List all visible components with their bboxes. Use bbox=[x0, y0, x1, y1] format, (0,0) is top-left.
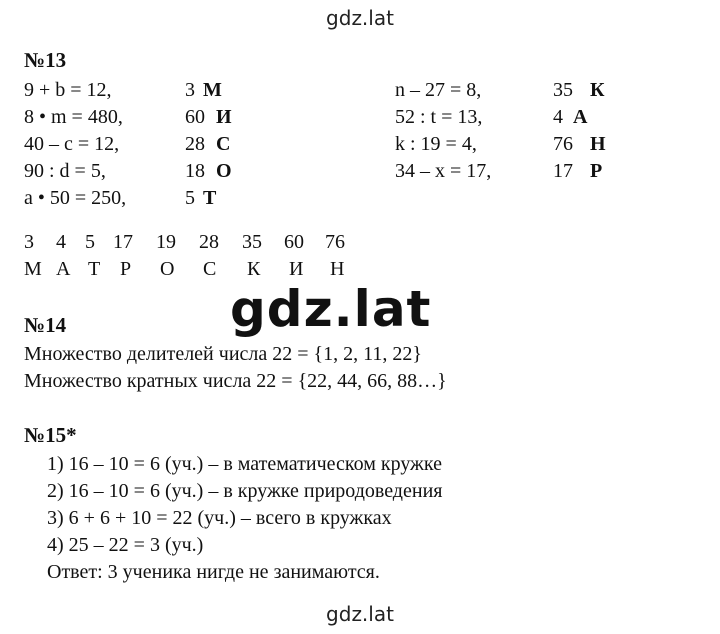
solution-step: 1) 16 – 10 = 6 (уч.) – в математическом кружке bbox=[47, 453, 442, 475]
answer-letter: А bbox=[573, 106, 588, 128]
sequence-number: 60 bbox=[284, 231, 304, 253]
answer-letter: Н bbox=[590, 133, 606, 155]
equation: k : 19 = 4, bbox=[395, 133, 477, 155]
answer-letter: Т bbox=[203, 187, 217, 209]
watermark-bottom: gdz.lat bbox=[326, 602, 394, 626]
sequence-letter: Н bbox=[330, 258, 345, 280]
sequence-number: 3 bbox=[24, 231, 34, 253]
answer-letter: И bbox=[216, 106, 232, 128]
sequence-number: 17 bbox=[113, 231, 133, 253]
answer-number: 60 bbox=[185, 106, 205, 128]
answer-number: 4 bbox=[553, 106, 563, 128]
answer-number: 17 bbox=[553, 160, 573, 182]
answer-number: 3 bbox=[185, 79, 195, 101]
equation: 8 • m = 480, bbox=[24, 106, 123, 128]
sequence-number: 35 bbox=[242, 231, 262, 253]
equation: a • 50 = 250, bbox=[24, 187, 127, 209]
sequence-letter: Т bbox=[88, 258, 101, 280]
equation: 52 : t = 13, bbox=[395, 106, 483, 128]
sequence-number: 76 bbox=[325, 231, 345, 253]
watermark-middle: gdz.lat bbox=[230, 280, 432, 338]
sequence-letter: Р bbox=[120, 258, 132, 280]
sequence-letter: К bbox=[247, 258, 261, 280]
multiples-line: Множество кратных числа 22 = {22, 44, 66, 88…} bbox=[24, 370, 447, 392]
sequence-number: 4 bbox=[56, 231, 66, 253]
answer-letter: О bbox=[216, 160, 232, 182]
sequence-letter: М bbox=[24, 258, 42, 280]
divisors-line: Множество делителей числа 22 = {1, 2, 11, 22} bbox=[24, 343, 422, 365]
solution-step: 4) 25 – 22 = 3 (уч.) bbox=[47, 534, 204, 556]
equation: n – 27 = 8, bbox=[395, 79, 482, 101]
sequence-letter: С bbox=[203, 258, 217, 280]
answer-letter: Р bbox=[590, 160, 603, 182]
solution-step: 2) 16 – 10 = 6 (уч.) – в кружке природоведения bbox=[47, 480, 443, 502]
equation: 40 – c = 12, bbox=[24, 133, 120, 155]
answer-number: 28 bbox=[185, 133, 205, 155]
equation: 34 – x = 17, bbox=[395, 160, 492, 182]
answer-number: 5 bbox=[185, 187, 195, 209]
task13-heading: №13 bbox=[24, 48, 67, 72]
equation: 9 + b = 12, bbox=[24, 79, 112, 101]
sequence-number: 5 bbox=[85, 231, 95, 253]
sequence-number: 19 bbox=[156, 231, 176, 253]
answer-number: 76 bbox=[553, 133, 573, 155]
sequence-number: 28 bbox=[199, 231, 219, 253]
task14-heading: №14 bbox=[24, 313, 67, 337]
sequence-letter: А bbox=[56, 258, 71, 280]
equation: 90 : d = 5, bbox=[24, 160, 106, 182]
answer-line: Ответ: 3 ученика нигде не занимаются. bbox=[47, 561, 380, 583]
sequence-letter: И bbox=[289, 258, 304, 280]
answer-letter: С bbox=[216, 133, 231, 155]
watermark-top: gdz.lat bbox=[326, 6, 394, 30]
sequence-letter: О bbox=[160, 258, 175, 280]
solution-step: 3) 6 + 6 + 10 = 22 (уч.) – всего в кружках bbox=[47, 507, 392, 529]
answer-letter: К bbox=[590, 79, 605, 101]
task15-heading: №15* bbox=[24, 423, 77, 447]
answer-letter: М bbox=[203, 79, 222, 101]
answer-number: 35 bbox=[553, 79, 573, 101]
answer-number: 18 bbox=[185, 160, 205, 182]
